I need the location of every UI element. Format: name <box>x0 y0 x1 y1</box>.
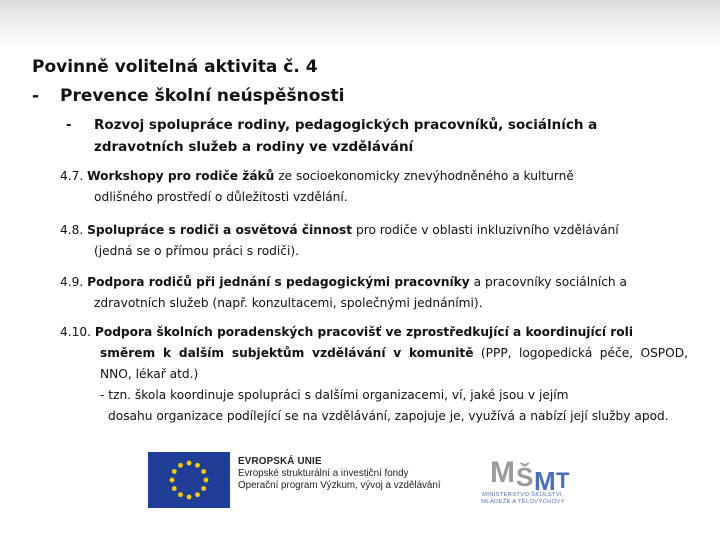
footer-logos <box>148 452 568 510</box>
activity-item-4-7 <box>60 166 688 208</box>
item-note-continued: dosahu organizace podílející se na vzdělávání, zapojuje je, využívá a nabízí její služby apod. <box>108 409 669 423</box>
eu-stars-icon <box>148 452 230 508</box>
svg-text:M: M <box>490 456 515 489</box>
item-title: Workshopy pro rodiče žáků <box>87 169 275 183</box>
item-note: - tzn. škola koordinuje spolupráci s dalšími organizacemi, ví, jaké jsou v jejím <box>100 388 569 402</box>
eu-flag-logo <box>148 452 230 508</box>
msmt-line-2: MLÁDEŽE A TĚLOVÝCHOVY <box>481 499 565 505</box>
item-title: Spolupráce s rodiči a osvětová činnost <box>87 223 353 237</box>
item-text: pro rodiče v oblasti inkluzivního vzdělávání <box>356 223 619 237</box>
bullet-dash: - <box>66 117 72 133</box>
activity-item-4-10 <box>60 322 688 427</box>
svg-text:M: M <box>534 466 556 492</box>
eu-logo-text <box>238 456 441 492</box>
svg-text:Š: Š <box>516 462 534 492</box>
eu-title: EVROPSKÁ UNIE <box>238 456 322 467</box>
svg-text:T: T <box>556 468 570 492</box>
item-number: 4.10. <box>60 325 92 339</box>
item-title-continued: směrem k dalším subjektům vzdělávání v komunitě <box>100 346 474 360</box>
item-text-continued: (jedná se o přímou práci s rodiči). <box>94 244 299 258</box>
bullet-dash: - <box>32 86 40 106</box>
item-text-continued: zdravotních služeb (např. konzultacemi, společnými jednáními). <box>94 296 483 310</box>
page-title: Povinně volitelná aktivita č. 4 <box>32 57 318 77</box>
eu-fund-name: Evropské strukturální a investiční fondy <box>238 468 409 479</box>
item-title: Podpora rodičů při jednání s pedagogickými pracovníky <box>87 275 470 289</box>
item-number: 4.8. <box>60 223 84 237</box>
item-number: 4.7. <box>60 169 84 183</box>
item-number: 4.9. <box>60 275 84 289</box>
msmt-emblem-icon <box>468 452 578 492</box>
item-text-continued: odlišného prostředí o důležitosti vzdělání. <box>94 190 348 204</box>
item-text: (PPP, logopedická péče, OSPOD, NNO, lékař atd.) <box>100 346 689 381</box>
msmt-logo-text <box>468 492 578 506</box>
activity-item-4-8 <box>60 220 688 262</box>
item-text: ze socioekonomicky znevýhodněného a kulturně <box>278 169 574 183</box>
msmt-logo <box>468 452 578 510</box>
msmt-line-1: MINISTERSTVO ŠKOLSTVÍ, <box>482 492 564 498</box>
page-subtitle: Prevence školní neúspěšnosti <box>60 86 345 106</box>
item-title: Podpora školních poradenských pracovišť ve zprostředkující a koordinující roli <box>94 325 634 339</box>
top-gradient-band <box>0 0 720 48</box>
activity-item-4-9 <box>60 272 688 314</box>
item-text-continued <box>60 343 688 385</box>
eu-program-name: Operační program Výzkum, vývoj a vzdělávání <box>238 480 441 491</box>
section-heading: Rozvoj spolupráce rodiny, pedagogických pracovníků, sociálních a zdravotních služeb a rodiny ve vzdělávání <box>94 117 598 155</box>
item-text: a pracovníky sociálních a <box>473 275 627 289</box>
